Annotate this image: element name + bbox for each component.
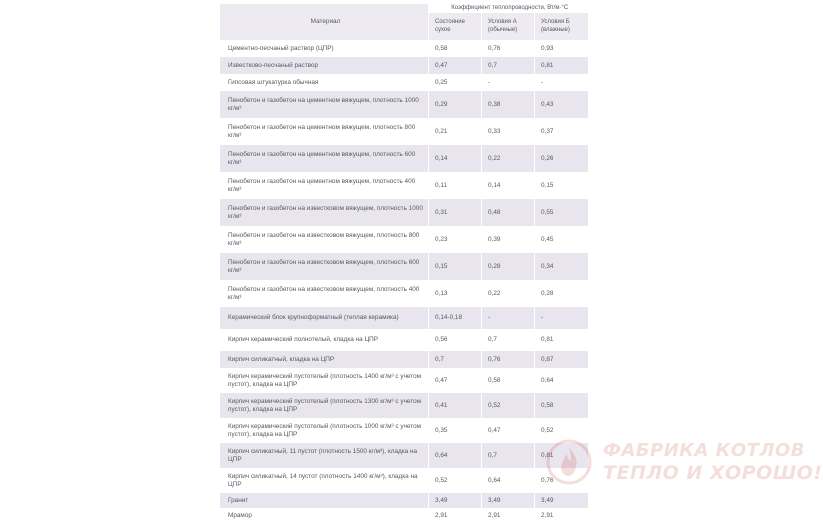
cell-b: 0,52	[535, 418, 588, 443]
cell-dry: 0,13	[429, 280, 482, 307]
cell-material: Пенобетон и газобетон на цементном вяжущем, плотность 600 кг/м³	[220, 145, 429, 172]
cell-a: 0,22	[482, 280, 535, 307]
header-condition-b	[535, 13, 588, 40]
table-row	[220, 468, 588, 493]
cell-material: Известково-песчаный раствор	[220, 57, 429, 74]
table-row	[220, 418, 588, 443]
cell-a: 0,47	[482, 418, 535, 443]
table-row	[220, 508, 588, 523]
table-row	[220, 368, 588, 393]
cell-a: 0,48	[482, 199, 535, 226]
cell-dry: 0,35	[429, 418, 482, 443]
cell-material: Кирпич керамический пустотелый (плотность 1400 кг/м³ с учетом пустот), кладка на ЦПР	[220, 368, 429, 393]
cell-material: Пенобетон и газобетон на известковом вяжущем, плотность 800 кг/м³	[220, 226, 429, 253]
table-row	[220, 307, 588, 329]
cell-dry: 2,91	[429, 508, 482, 523]
cell-a: 2,91	[482, 508, 535, 523]
cell-dry: 0,47	[429, 368, 482, 393]
header-a-line1: Условия А	[488, 19, 517, 25]
cell-dry: 0,21	[429, 118, 482, 145]
header-material: Материал	[220, 4, 429, 40]
watermark-line-1: ФАБРИКА КОТЛОВ	[603, 440, 805, 461]
cell-b: 0,81	[535, 443, 588, 468]
cell-b: 0,81	[535, 57, 588, 74]
cell-b: 0,43	[535, 91, 588, 118]
cell-material: Пенобетон и газобетон на цементном вяжущем, плотность 1000 кг/м³	[220, 91, 429, 118]
cell-dry: 0,29	[429, 91, 482, 118]
cell-a: 0,7	[482, 57, 535, 74]
cell-dry: 0,14-0,18	[429, 307, 482, 329]
cell-dry: 0,14	[429, 145, 482, 172]
cell-b: 0,81	[535, 329, 588, 351]
table-row	[220, 199, 588, 226]
cell-b: 0,58	[535, 393, 588, 418]
cell-material: Цементно-песчаный раствор (ЦПР)	[220, 40, 429, 57]
cell-dry: 0,41	[429, 393, 482, 418]
cell-dry: 0,7	[429, 351, 482, 368]
cell-a: 0,33	[482, 118, 535, 145]
cell-dry: 0,25	[429, 74, 482, 91]
cell-dry: 0,15	[429, 253, 482, 280]
cell-a: 0,38	[482, 91, 535, 118]
header-a-line2: (обычные)	[488, 26, 518, 33]
cell-material: Пенобетон и газобетон на известковом вяжущем, плотность 1000 кг/м³	[220, 199, 429, 226]
cell-b: 0,55	[535, 199, 588, 226]
cell-material: Пенобетон и газобетон на известковом вяжущем, плотность 600 кг/м³	[220, 253, 429, 280]
cell-b: 3,49	[535, 493, 588, 508]
cell-dry: 0,23	[429, 226, 482, 253]
table-row	[220, 280, 588, 307]
table-row	[220, 253, 588, 280]
cell-material: Кирпич силикатный, 11 пустот (плотность 1500 кг/м³), кладка на ЦПР	[220, 443, 429, 468]
table-row	[220, 145, 588, 172]
header-condition-a	[482, 13, 535, 40]
table-row	[220, 443, 588, 468]
cell-a: 3,49	[482, 493, 535, 508]
cell-b: 2,91	[535, 508, 588, 523]
cell-material: Пенобетон и газобетон на известковом вяжущем, плотность 400 кг/м³	[220, 280, 429, 307]
cell-dry: 0,52	[429, 468, 482, 493]
cell-material: Кирпич керамический полнотелый, кладка на ЦПР	[220, 329, 429, 351]
cell-a: -	[482, 307, 535, 329]
cell-material: Кирпич силикатный, кладка на ЦПР	[220, 351, 429, 368]
header-conductivity: Коэффициент теплопроводности, Вт/м·°С	[429, 4, 588, 13]
table-row	[220, 40, 588, 57]
cell-material: Керамический блок крупноформатный (теплая керамика)	[220, 307, 429, 329]
cell-dry: 0,64	[429, 443, 482, 468]
header-b-line1: Условия Б	[541, 19, 570, 25]
cell-dry: 0,56	[429, 329, 482, 351]
cell-a: 0,7	[482, 329, 535, 351]
cell-material: Гранит	[220, 493, 429, 508]
cell-material: Пенобетон и газобетон на цементном вяжущем, плотность 800 кг/м³	[220, 118, 429, 145]
thermal-conductivity-table	[219, 4, 588, 523]
table-row	[220, 118, 588, 145]
table-row	[220, 329, 588, 351]
cell-material: Гипсовая штукатурка обычная	[220, 74, 429, 91]
cell-dry: 0,47	[429, 57, 482, 74]
cell-a: 0,22	[482, 145, 535, 172]
table-row	[220, 493, 588, 508]
cell-material: Кирпич силикатный, 14 пустот (плотность 1400 кг/м³), кладка на ЦПР	[220, 468, 429, 493]
cell-dry: 0,31	[429, 199, 482, 226]
table-row	[220, 91, 588, 118]
cell-b: 0,34	[535, 253, 588, 280]
cell-material: Кирпич керамический пустотелый (плотность 1000 кг/м³ с учетом пустот), кладка на ЦПР	[220, 418, 429, 443]
table-row	[220, 351, 588, 368]
cell-a: 0,76	[482, 351, 535, 368]
table-row	[220, 393, 588, 418]
cell-b: 0,15	[535, 172, 588, 199]
cell-dry: 3,49	[429, 493, 482, 508]
cell-material: Кирпич керамический пустотелый (плотность 1300 кг/м³ с учетом пустот), кладка на ЦПР	[220, 393, 429, 418]
cell-material: Пенобетон и газобетон на цементном вяжущем, плотность 400 кг/м³	[220, 172, 429, 199]
cell-b: 0,28	[535, 280, 588, 307]
header-b-line2: (влажные)	[541, 26, 570, 33]
cell-b: 0,76	[535, 468, 588, 493]
cell-a: 0,39	[482, 226, 535, 253]
cell-b: 0,26	[535, 145, 588, 172]
table-row	[220, 57, 588, 74]
cell-b: 0,64	[535, 368, 588, 393]
cell-a: 0,76	[482, 40, 535, 57]
table-row	[220, 172, 588, 199]
cell-b: 0,37	[535, 118, 588, 145]
cell-material: Мрамор	[220, 508, 429, 523]
cell-b: -	[535, 74, 588, 91]
cell-a: 0,14	[482, 172, 535, 199]
header-dry-line2: сухое	[435, 26, 451, 33]
cell-b: 0,87	[535, 351, 588, 368]
header-dry-line1: Состояние	[435, 19, 465, 25]
cell-a: -	[482, 74, 535, 91]
cell-dry: 0,58	[429, 40, 482, 57]
cell-a: 0,52	[482, 393, 535, 418]
table-row	[220, 74, 588, 91]
cell-a: 0,58	[482, 368, 535, 393]
header-dry	[429, 13, 482, 40]
cell-a: 0,64	[482, 468, 535, 493]
cell-dry: 0,11	[429, 172, 482, 199]
cell-a: 0,7	[482, 443, 535, 468]
cell-b: 0,45	[535, 226, 588, 253]
cell-a: 0,28	[482, 253, 535, 280]
watermark-line-2: ТЕПЛО И ХОРОШО!	[603, 462, 823, 484]
cell-b: -	[535, 307, 588, 329]
cell-b: 0,93	[535, 40, 588, 57]
table-row	[220, 226, 588, 253]
